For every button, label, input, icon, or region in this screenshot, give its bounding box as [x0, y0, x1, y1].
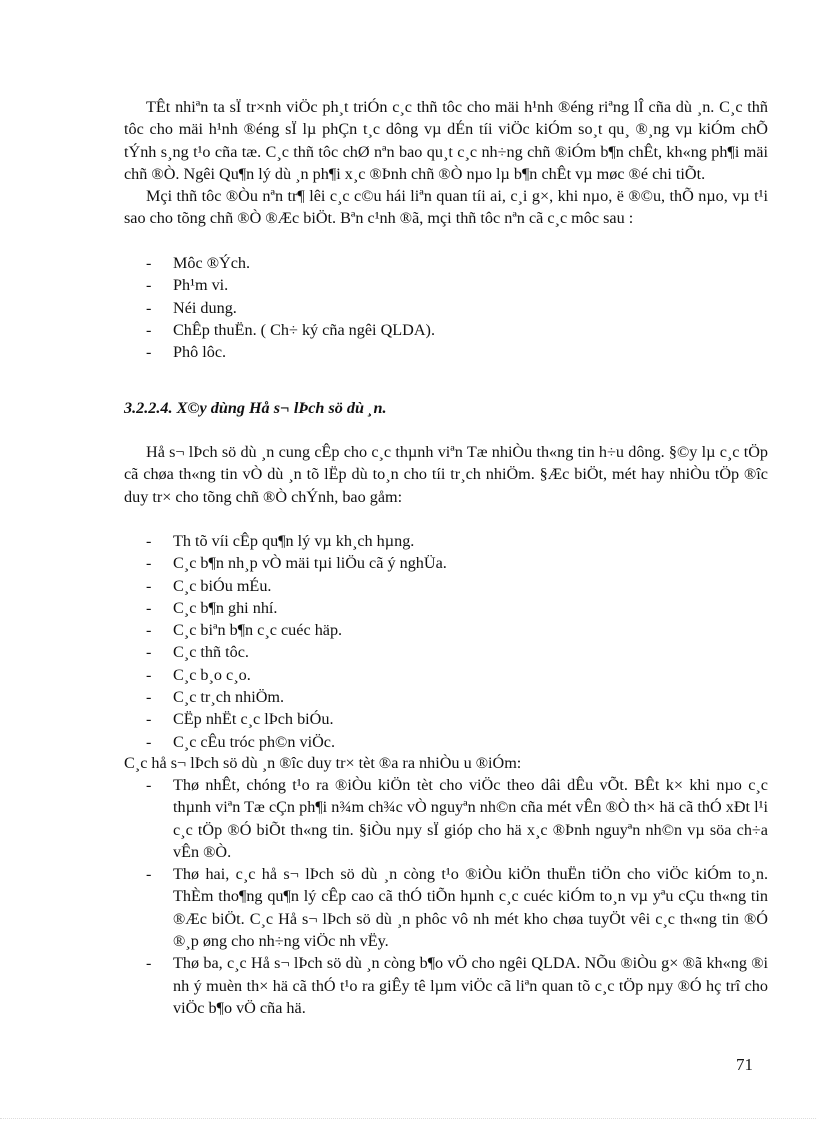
paragraph-procedure-questions: Mçi thñ tôc ®Òu nªn tr¶ lêi c¸c c©u hái liªn quan tíi ai, c¸i g×, khi nµo, ë ®©u, thÕ nµo, vµ t¹i sao cho tõng chñ ®Ò ®Æc biÖt. Bªn c¹nh ®ã, mçi thñ tôc nªn cã c¸c môc sau :: [124, 187, 768, 228]
list-item: - Ph¹m vi.: [124, 274, 768, 296]
list-item: - Th tõ víi cÊp qu¶n lý vµ kh¸ch hµng.: [124, 530, 768, 552]
history-files-list: [124, 530, 768, 753]
paragraph-advantages-intro: C¸c hå s¬ lÞch sö dù ¸n ®îc duy tr× tèt ®a ra nhiÒu u ®iÓm:: [124, 754, 522, 772]
paragraph-history-files: Hå s¬ lÞch sö dù ¸n cung cÊp cho c¸c thµnh viªn Tæ nhiÒu th«ng tin h÷u dông. §©y lµ c¸c tÖp cã chøa th«ng tin vÒ dù ¸n tõ lËp dù to¸n cho tíi tr¸ch nhiÖm. §Æc biÖt, mét hay nhiÒu tÖp ®îc duy tr× cho tõng chñ ®Ò chÝnh, bao gåm:: [124, 443, 768, 506]
list-item: - Phô lôc.: [124, 341, 768, 363]
list-item: - C¸c b¶n ghi nhí.: [124, 597, 768, 619]
section-heading: 3.2.2.4. X©y dùng Hå s¬ lÞch sö dù ¸n.: [124, 399, 387, 417]
page-number: 71: [736, 1055, 753, 1074]
list-item: - C¸c b¶n nh¸p vÒ mäi tµi liÖu cã ý nghÜa.: [124, 552, 768, 574]
list-item: - C¸c b¸o c¸o.: [124, 664, 768, 686]
list-item: - C¸c biÓu mÉu.: [124, 575, 768, 597]
procedure-sections-list: [124, 252, 768, 363]
page-bottom-divider: [0, 1118, 816, 1119]
advantages-list: [124, 774, 768, 1019]
list-item: - C¸c thñ tôc.: [124, 641, 768, 663]
paragraph-procedures-intro: TÊt nhiªn ta sÏ tr×nh viÖc ph¸t triÓn c¸c thñ tôc cho mäi h¹nh ®éng riªng lÎ cña dù ¸n. C¸c thñ tôc cho mäi h¹nh ®éng sÏ lµ phÇn t¸c dông vµ dÉn tíi viÖc kiÓm so¸t qu¸ ®¸ng vµ kiÓm chÕ tÝnh s¸ng t¹o cña tæ. C¸c thñ tôc chØ nªn bao qu¸t c¸c nh÷ng chñ ®iÓm b¶n chÊt, kh«ng ph¶i mäi chñ ®Ò. Ngêi Qu¶n lý dù ¸n ph¶i x¸c ®Þnh chñ ®Ò nµo lµ b¶n chÊt vµ møc ®é chi tiÕt.: [124, 98, 768, 183]
list-item: - C¸c cÊu tróc ph©n viÖc.: [124, 731, 768, 753]
list-item: - Môc ®Ých.: [124, 252, 768, 274]
list-item: - Thø ba, c¸c Hå s¬ lÞch sö dù ¸n còng b¶o vÖ cho ngêi QLDA. NÕu ®iÒu g× ®ã kh«ng ®i nh ý muèn th× hä cã thÓ t¹o ra giÊy tê lµm viÖc cã liªn quan tõ c¸c tÖp nµy ®Ó hç trî cho viÖc b¶o vÖ cña hä.: [124, 952, 768, 1019]
list-item: - CËp nhËt c¸c lÞch biÓu.: [124, 708, 768, 730]
list-item: - Thø hai, c¸c hå s¬ lÞch sö dù ¸n còng t¹o ®iÒu kiÖn thuËn tiÖn cho viÖc kiÓm to¸n. ThÈm tho¶ng qu¶n lý cÊp cao cã thÓ tiÕn hµnh c¸c cuéc kiÓm to¸n vµ yªu cÇu th«ng tin ®Æc biÖt. C¸c Hå s¬ lÞch sö dù ¸n phôc vô nh mét kho chøa tuyÖt vêi c¸c th«ng tin ®Ó ®¸p øng cho nh÷ng viÖc nh vËy.: [124, 863, 768, 952]
list-item: - C¸c biªn b¶n c¸c cuéc häp.: [124, 619, 768, 641]
list-item: - Thø nhÊt, chóng t¹o ra ®iÒu kiÖn tèt cho viÖc theo dâi dÊu vÕt. BÊt k× khi nµo c¸c thµnh viªn Tæ cÇn ph¶i n¾m ch¾c vÒ nguyªn nh©n cña mét vÊn ®Ò th× hä cã thÓ xÐt l¹i c¸c tÖp ®Ó biÕt th«ng tin. §iÒu nµy sÏ gióp cho hä x¸c ®Þnh nguyªn nh©n vµ söa ch÷a vÊn ®Ò.: [124, 774, 768, 863]
list-item: - ChÊp thuËn. ( Ch÷ ký cña ngêi QLDA).: [124, 319, 768, 341]
list-item: - C¸c tr¸ch nhiÖm.: [124, 686, 768, 708]
list-item: - Néi dung.: [124, 297, 768, 319]
